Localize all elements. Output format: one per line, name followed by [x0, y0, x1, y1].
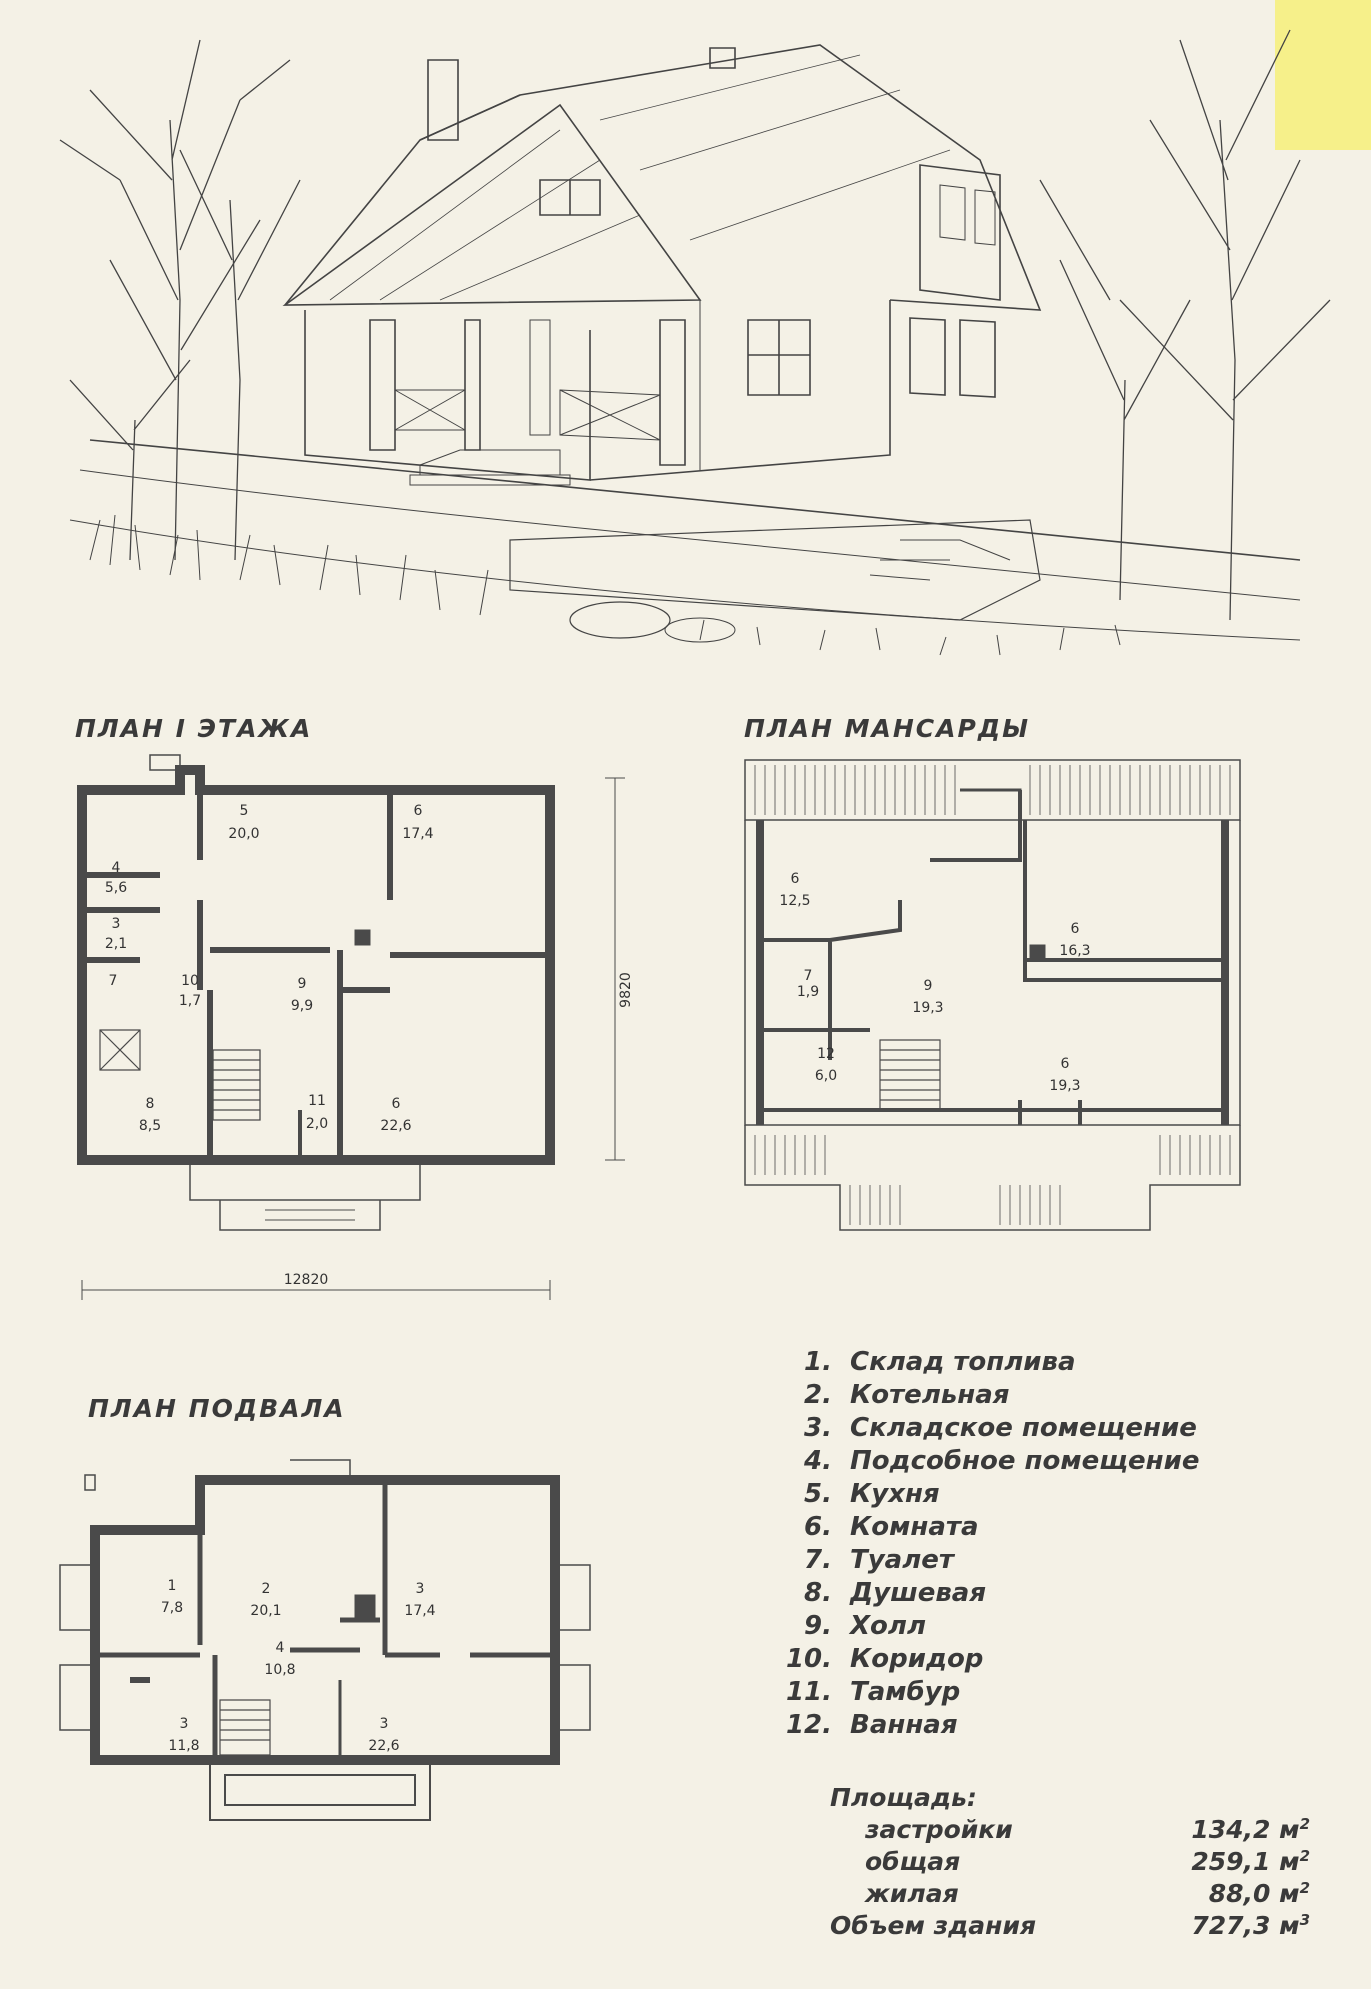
room-area: 1,7 — [178, 993, 202, 1009]
room-area: 2,0 — [305, 1116, 329, 1132]
room-area: 12,5 — [779, 893, 811, 909]
legend-item: 4. Подсобное помещение — [804, 1446, 1200, 1476]
attic-plan-title: ПЛАН МАНСАРДЫ — [744, 714, 1030, 743]
area-row: жилая 88,0 $м^2$ — [865, 1879, 1310, 1908]
legend-item: 6. Комната — [804, 1512, 979, 1542]
room-area: 16,3 — [1059, 943, 1091, 959]
legend-item: 10. Коридор — [785, 1644, 984, 1674]
room-label: 1 — [167, 1578, 177, 1594]
first-floor-plan — [82, 755, 625, 1300]
legend-item: 7. Туалет — [804, 1545, 954, 1575]
building-volume: Объем здания 727,3 $м^3$ — [830, 1911, 1310, 1940]
room-label: 12 — [817, 1046, 835, 1062]
room-label: 6 — [1060, 1056, 1070, 1072]
legend-item: 8. Душевая — [804, 1578, 987, 1608]
room-label: 4 — [111, 860, 121, 876]
room-legend — [770, 1346, 1199, 1742]
room-label: 7 — [803, 968, 813, 984]
room-label: 11 — [308, 1093, 326, 1109]
room-label: 7 — [108, 973, 118, 989]
legend-item: 11. Тамбур — [785, 1677, 961, 1707]
room-area: 8,5 — [138, 1118, 162, 1134]
room-area: 20,1 — [250, 1603, 282, 1619]
room-area: 17,4 — [402, 826, 434, 842]
room-area: 19,3 — [912, 1000, 944, 1016]
room-label: 6 — [391, 1096, 401, 1112]
room-label: 2 — [261, 1581, 271, 1597]
room-area: 22,6 — [368, 1738, 400, 1754]
room-area: 9,9 — [290, 998, 314, 1014]
area-row: застройки 134,2 $м^2$ — [865, 1815, 1310, 1844]
basement-plan — [60, 1460, 590, 1820]
legend-item: 5. Кухня — [804, 1479, 940, 1509]
room-area: 17,4 — [404, 1603, 436, 1619]
attic-plan — [745, 760, 1240, 1230]
room-area: 10,8 — [264, 1662, 296, 1678]
room-label: 4 — [275, 1640, 285, 1656]
room-area: 19,3 — [1049, 1078, 1081, 1094]
room-label: 3 — [415, 1581, 425, 1597]
room-area: 7,8 — [160, 1600, 184, 1616]
room-label: 8 — [145, 1096, 155, 1112]
room-area: 2,1 — [104, 936, 128, 952]
legend-item: 9. Холл — [804, 1611, 926, 1641]
height-dimension: 9820 — [618, 972, 634, 1008]
room-label: 3 — [111, 916, 121, 932]
legend-item: 2. Котельная — [804, 1380, 1010, 1410]
area-row: общая 259,1 $м^2$ — [865, 1847, 1310, 1876]
room-area: 20,0 — [228, 826, 260, 842]
room-area: 22,6 — [380, 1118, 412, 1134]
area-heading: Площадь: — [830, 1783, 977, 1812]
area-summary — [830, 1782, 1310, 1942]
room-label: 10 — [181, 973, 199, 989]
basement-plan-title: ПЛАН ПОДВАЛА — [88, 1394, 346, 1423]
room-label: 6 — [790, 871, 800, 887]
room-area: 11,8 — [168, 1738, 200, 1754]
room-area: 6,0 — [814, 1068, 838, 1084]
room-label: 6 — [1070, 921, 1080, 937]
width-dimension: 12820 — [283, 1272, 329, 1288]
room-label: 3 — [179, 1716, 189, 1732]
room-area: 5,6 — [104, 880, 128, 896]
room-label: 9 — [297, 976, 307, 992]
legend-item: 3. Складское помещение — [804, 1413, 1197, 1443]
room-area: 1,9 — [796, 984, 820, 1000]
first-floor-plan-title: ПЛАН I ЭТАЖА — [75, 714, 313, 743]
legend-item: 12. Ванная — [785, 1710, 958, 1740]
room-label: 9 — [923, 978, 933, 994]
room-label: 6 — [413, 803, 423, 819]
room-label: 3 — [379, 1716, 389, 1732]
legend-item: 1. Склад топлива — [804, 1347, 1076, 1377]
room-label: 5 — [239, 803, 249, 819]
